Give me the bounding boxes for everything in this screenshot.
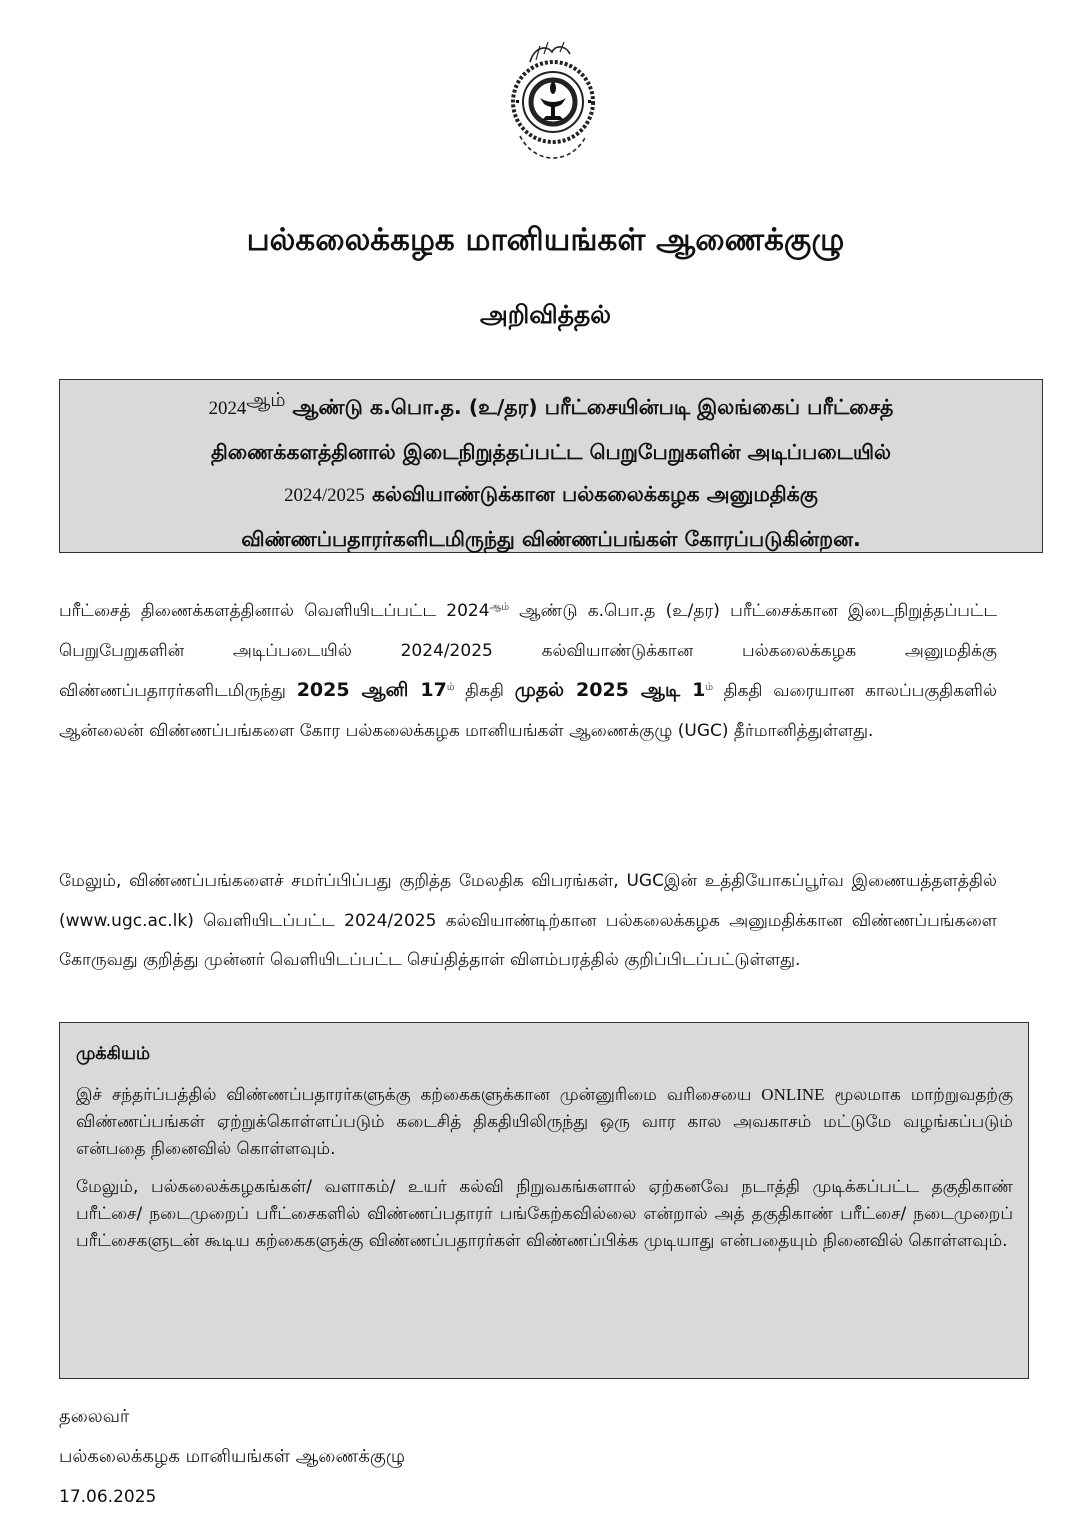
- signature-organization: பல்கலைக்கழக மானியங்கள் ஆணைக்குழு: [59, 1446, 406, 1467]
- important-paragraph-1: இச் சந்தர்ப்பத்தில் விண்ணப்பதாரர்களுக்கு கற்கைகளுக்கான முன்னுரிமை வரிசையை ONLINE மூலமாக மாற்றுவதற்கு விண்ணப்பங்கள் ஏற்றுக்கொள்ளப்படும் கடைசித் திகதியிலிருந்து ஒரு வார கால அவகாசம் மட்டுமே வழங்கப்படும் என்பதை நினைவில் கொள்ளவும்.: [76, 1085, 1013, 1159]
- signature-role: தலைவர்: [59, 1406, 130, 1427]
- headline-line-4: விண்ணப்பதாரர்களிடமிருந்து விண்ணப்பங்கள் கோரப்படுகின்றன.: [241, 526, 861, 551]
- signature-date: 17.06.2025: [59, 1487, 157, 1507]
- notice-paragraph-2: மேலும், விண்ணப்பங்களைச் சமர்ப்பிப்பது குறித்த மேலதிக விபரங்கள், UGCஇன் உத்தியோகப்பூர்வ இணையத்தளத்தில் (www.ugc.ac.lk) வெளியிடப்பட்ட 2024/2025 கல்வியாண்டிற்கான பல்கலைக்கழக அனுமதிக்கான விண்ணப்பங்களை கோருவது குறித்து முன்னர் வெளியிடப்பட்ட செய்தித்தாள் விளம்பரத்தில் குறிப்பிடப்பட்டுள்ளது.: [59, 871, 997, 970]
- notice-paragraph-1: பரீட்சைத் திணைக்களத்தினால் வெளியிடப்பட்ட $2024^{ஆம்}$ ஆண்டு க.பொ.த (உ/தர) பரீட்சைக்கான இடைநிறுத்தப்பட்ட பெறுபேறுகளின் அடிப்படையில் 2024/2025 கல்வியாண்டுக்கான பல்கலைக்கழக அனுமதிக்கு விண்ணப்பதாரர்களிடமிருந்து 2025 ஆனி $17^{ம்}$ திகதி முதல் 2025 ஆடி $1^{ம்}$ திகதி வரையான காலப்பகுதிகளில் ஆன்லைன் விண்ணப்பங்களை கோர பல்கலைக்கழக மானியங்கள் ஆணைக்குழு (UGC) தீர்மானித்துள்ளது.: [59, 601, 998, 741]
- important-box: [59, 1022, 1029, 1379]
- headline-line-1: $2024^{ஆம்}$ ஆண்டு க.பொ.த. (உ/தர) பரீட்சையின்படி இலங்கைப் பரீட்சைத்: [208, 390, 894, 419]
- important-title: முக்கியம்: [76, 1044, 151, 1064]
- important-paragraph-2: மேலும், பல்கலைக்கழகங்கள்/ வளாகம்/ உயர் கல்வி நிறுவகங்களால் ஏற்கனவே நடாத்தி முடிக்கப்பட்ட தகுதிகாண் பரீட்சை/ நடைமுறைப் பரீட்சைகளில் விண்ணப்பதாரர் பங்கேற்கவில்லை என்றால் அத் தகுதிகாண் பரீட்சை/ நடைமுறைப் பரீட்சைகளுடன் கூடிய கற்கைகளுக்கு விண்ணப்பதாரர்கள் விண்ணப்பிக்க முடியாது என்பதையும் நினைவில் கொள்ளவும்.: [76, 1177, 1013, 1251]
- headline-line-2: திணைக்களத்தினால் இடைநிறுத்தப்பட்ட பெறுபேறுகளின் அடிப்படையில்: [210, 439, 892, 464]
- ugc-emblem-icon: [500, 40, 606, 162]
- page-subtitle: அறிவித்தல்: [479, 300, 612, 329]
- headline-line-3: 2024/2025 கல்வியாண்டுக்கான பல்கலைக்கழக அனுமதிக்கு: [284, 482, 818, 506]
- page-title: பல்கலைக்கழக மானியங்கள் ஆணைக்குழு: [246, 222, 845, 258]
- headline-box: [59, 379, 1043, 553]
